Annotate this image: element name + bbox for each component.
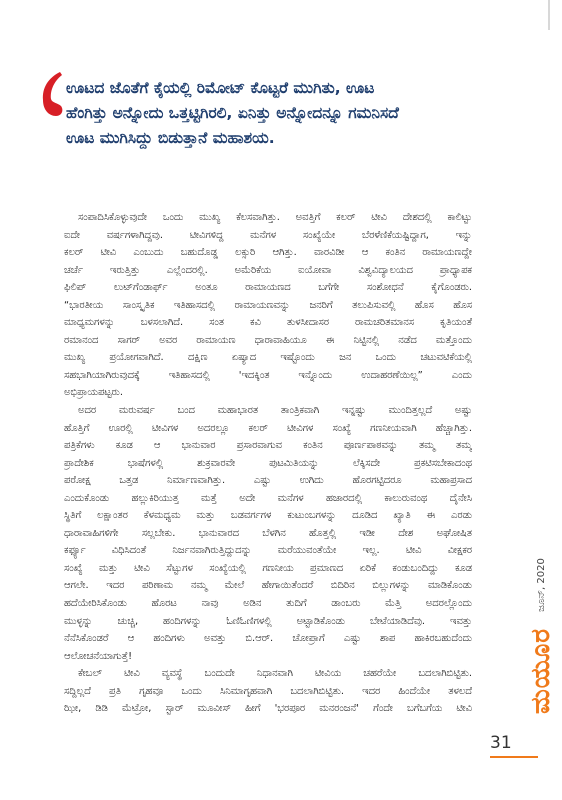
article-line: ಸದ್ದಿಲ್ಲದೆ ಪ್ರತಿ ಗೃಹವೂ ಒಂದು ಸಿನಿಮಾಗೃಹವಾಗಿ ಬದಲಾಗಿಬಿಟ್ಟಿತು. ಇದರ ಹಿಂದೆಯೇ ತಳಲದೆ xyxy=(64,685,472,697)
article-line: ಸಂಪಾದಿಸಿಕೊಳ್ಳುವುದೇ ಒಂದು ಮುಖ್ಯ ಕೆಲಸವಾಗಿತ್ತು. ಅವತ್ತಿಗೆ ಕಲರ್ ಟೀವಿ ದೇಶದಲ್ಲಿ ಕಾಲಿಟ್ಟು xyxy=(78,212,472,223)
article-line: ಧಾರಾವಾಹಿಗಳಿಗೇ ಸಲ್ಲಬೇಕು. ಭಾನುವಾರದ ಬೆಳಗಿನ ಹೊತ್ತಲ್ಲಿ ಇಡೀ ದೇಶ ಅಘೋಷಿತ xyxy=(64,527,472,539)
page-number-rule xyxy=(490,756,538,758)
article-line: ಮಾಧ್ಯಮಗಳನ್ನು ಬಳಸಲಾಗಿದೆ. ಸಂತ ಕವಿ ತುಳಸೀದಾಸರ ರಾಮಚರಿತಮಾನಸ ಕೃತಿಯಂತೆ xyxy=(64,317,472,329)
article-line: ನೆನೆಸಿಕೊಂಡರೆ ಆ ಹಂದಿಗಳು ಅವತ್ತು ಬಿ.ಆರ್. ಚೋಪ್ರಾಗೆ ಎಷ್ಟು ಶಾಪ ಹಾಕಿರಬಹುದೆಂದು xyxy=(64,633,472,645)
article-line: ಚರ್ಚೆ ಇರುತ್ತಿತ್ತು ಎಲ್ಲೆಂದರಲ್ಲಿ. ಅಮೆರಿಕೆಯ ಐಯೋವಾ ವಿಶ್ವವಿದ್ಯಾಲಯದ ಪ್ರಾಧ್ಯಾಪಕ xyxy=(64,264,472,276)
article-line: ಝೀ, ಡಿಡಿ ಮೆಟ್ರೋ, ಸ್ಟಾರ್ ಮೂವೀಸ್ ಹೀಗೆ 'ಭರಪೂರ ಮನರಂಜನೆ' ಗೆಂದೇ ಬಗೆಬಗೆಯ ಟೀವಿ xyxy=(64,703,472,715)
top-rule xyxy=(548,0,550,30)
article-line: ಪ್ರಾದೇಶಿಕ ಭಾಷೆಗಳಲ್ಲಿ ಶುಕ್ರವಾರವೇ ಪುಟಮಿತಿಯನ್ನು ಲೆಕ್ಕಿಸದೇ ಪ್ರಕಟಿಸಬೇಕಾದಂಥ xyxy=(64,457,472,469)
article-line: ಸಂಖ್ಯೆ ಮತ್ತು ಟೀವಿ ಸೆಟ್ಟುಗಳ ಸಂಖ್ಯೆಯಲ್ಲಿ ಗಣನೀಯ ಪ್ರಮಾಣದ ಏರಿಕೆ ಕಂಡುಬಂದಿದ್ದು ಕೂಡ xyxy=(64,562,472,574)
article-line: ಆಲೋಚನೆಯಾಗುತ್ತೆ! xyxy=(64,650,133,662)
pull-quote xyxy=(66,76,506,151)
article-line: ಹದೆಯೇರಿಸಿಕೊಂಡು ಹೊರಟ ನಾವು ಅಡಿನ ತುದಿಗೆ ಡಾಂಬರು ಮೆತ್ತಿ ಅದರಲ್ಲೊಂದು xyxy=(64,598,472,610)
article-line: ಸ್ಥಿತಿಗೆ ಲಕ್ಷಾಂತರ ಕೆಳಮಧ್ಯಮ ಮತ್ತು ಬಡವರ್ಗಗಳ ಕುಟುಂಬಗಳನ್ನು ದೂಡಿದ ಖ್ಯಾತಿ ಈ ಎರಡು xyxy=(64,510,472,522)
article-line: ಹೊತ್ತಿಗೆ ಊರಲ್ಲಿ ಟೀವಿಗಳ ಅದರಲ್ಲೂ ಕಲರ್ ಟೀವಿಗಳ ಸಂಖ್ಯೆ ಗಣನೀಯವಾಗಿ ಹೆಚ್ಚಾಗಿತ್ತು. xyxy=(64,422,472,434)
pull-quote-line: ಹೆಂಗಿತ್ತು ಅನ್ನೋದು ಒತ್ತಟ್ಟಿಗಿರಲಿ, ಏನಿತ್ತು ಅನ್ನೋದನ್ನೂ ಗಮನಿಸದೆ xyxy=(66,104,399,122)
article-line: ಮುಖ್ಯ ಪ್ರಯೋಗವಾಗಿದೆ. ದಕ್ಷಿಣ ಏಷ್ಯಾದ ಇಷ್ಟೊಂದು ಜನ ಒಂದು ಚಟುವಟಿಕೆಯಲ್ಲಿ xyxy=(64,352,472,364)
article-paragraph xyxy=(64,665,472,718)
article-line: ಕಲರ್ ಟೀವಿ ಎಂಬುದು ಬಹುದೊಡ್ಡ ಲಕ್ಸುರಿ ಆಗಿತ್ತು. ವಾರವಿಡೀ ಆ ಕಂತಿನ ರಾಮಾಯಣದ್ದೇ xyxy=(64,247,472,259)
article-line: ಪರೋಕ್ಷ ಒತ್ತಡ ನಿರ್ಮಾಣವಾಗಿತ್ತು. ಎಷ್ಟು ಉಗಿದು ಹೊರಗಟ್ಟಿದರೂ ಮಹಾಪ್ರಸಾದ xyxy=(64,475,472,487)
article-line: ಫಿಲಿಪ್ ಲುಟ್‌ಗೆಂಡಾರ್ಫ್ ಅಂತೂ ರಾಮಾಯಣದ ಬಗೆಗೇ ಸಂಶೋಧನೆ ಕೈಗೊಂಡರು. xyxy=(64,282,472,294)
article-line: ಎಂದುಕೊಂಡು ಹಲ್ಲುಕಿರಿಯುತ್ತ ಮತ್ತೆ ಅದೇ ಮನೆಗಳ ಹಜಾರದಲ್ಲಿ ಕಾಲುರುವಂಥ ದೈನೇಸಿ xyxy=(64,492,472,504)
article-line: ಮುಳ್ಳನ್ನು ಚುಚ್ಚಿ, ಹಂದಿಗಳನ್ನು ಓಣಿಓಣಿಗಳಲ್ಲಿ ಅಟ್ಟಾಡಿಕೊಂಡು ಬೇಟೆಯಾಡಿದೆವು. ಇವತ್ತು xyxy=(64,615,472,627)
article-line: ಕರ್ಫ್ಯೂ ವಿಧಿಸಿದಂತೆ ನಿರ್ಜನವಾಗಿರುತ್ತಿದ್ದುದನ್ನು ಮರೆಯುವಂತೆಯೇ ಇಲ್ಲ. ಟೀವಿ ವೀಕ್ಷಕರ xyxy=(64,545,472,557)
issue-date: ಜೂನ್, 2020 xyxy=(536,558,547,612)
article-line: “ಭಾರತೀಯ ಸಾಂಸ್ಕೃತಿಕ ಇತಿಹಾಸದಲ್ಲಿ ರಾಮಾಯಣವನ್ನು ಜನರಿಗೆ ತಲುಪಿಸುವಲ್ಲಿ ಹೊಸ ಹೊಸ xyxy=(64,299,472,311)
magazine-logo: ಮಯೂರ xyxy=(526,628,556,714)
article-line: ಅದರ ಮರುವರ್ಷ ಬಂದ ಮಹಾಭಾರತ ತಾಂತ್ರಿಕವಾಗಿ ಇನ್ನಷ್ಟು ಮುಂದಿತ್ತಲ್ಲದೆ ಅಷ್ಟು xyxy=(78,405,472,417)
article-line: ಅಭಿಪ್ರಾಯಪಟ್ಟರು. xyxy=(64,387,123,399)
article-line: ಆಗಲೇ. ಇದರ ಪರಿಣಾಮ ನಮ್ಮ ಮೇಲೆ ಹೇಗಾಯಿತೆಂದರೆ ಬಿದಿರಿನ ಬಿಲ್ಲುಗಳನ್ನು ಮಾಡಿಕೊಂಡು xyxy=(64,580,472,592)
article-line: ಸಹಭಾಗಿಯಾಗಿರುವುದಕ್ಕೆ ಇತಿಹಾಸದಲ್ಲಿ 'ಇದಕ್ಕಿಂತ ಇನ್ನೊಂದು ಉದಾಹರಣೆಯಿಲ್ಲ” ಎಂದು xyxy=(64,369,472,381)
quote-mark-icon xyxy=(40,70,64,118)
article-line: ಕೇಬಲ್ ಟೀವಿ ವ್ಯವಸ್ಥೆ ಬಂದುದೇ ನಿಧಾನವಾಗಿ ಟೀವಿಯ ಚಹರೆಯೇ ಬದಲಾಗಿಬಿಟ್ಟಿತು. xyxy=(78,668,472,680)
article-line: ಪತ್ರಿಕೆಗಳು ಕೂಡ ಆ ಭಾನುವಾರ ಪ್ರಸಾರವಾಗುವ ಕಂತಿನ ಪೂರ್ಣಪಾಠವನ್ನು ತಮ್ಮ ತಮ್ಮ xyxy=(64,440,472,452)
article-body xyxy=(64,209,472,718)
pull-quote-line: ಊಟದ ಜೊತೆಗೆ ಕೈಯಲ್ಲಿ ರಿಮೋಟ್ ಕೊಟ್ಟರೆ ಮುಗಿತು, ಊಟ xyxy=(66,79,375,97)
article-line: ರಮಾನಂದ ಸಾಗರ್ ಅವರ ರಾಮಾಯಣ ಧಾರಾವಾಹಿಯೂ ಈ ನಿಟ್ಟಿನಲ್ಲಿ ನಡೆದ ಮತ್ತೊಂದು xyxy=(64,334,472,346)
article-paragraph xyxy=(64,209,472,402)
article-paragraph xyxy=(64,402,472,665)
article-line: ಐದೇ ವರ್ಷಗಳಾಗಿದ್ದವು. ಟೀವಿಗಳಿದ್ದ ಮನೆಗಳ ಸಂಖ್ಯೆಯೇ ಬೆರಳೆಣಿಕೆಯಷ್ಟಿದ್ದಾಗ, ಇನ್ನು xyxy=(64,229,472,241)
pull-quote-line: ಊಟ ಮುಗಿಸಿದ್ದು ಬಿಡುತ್ತಾನೆ ಮಹಾಶಯ. xyxy=(66,129,275,147)
page-number: 31 xyxy=(490,733,512,753)
